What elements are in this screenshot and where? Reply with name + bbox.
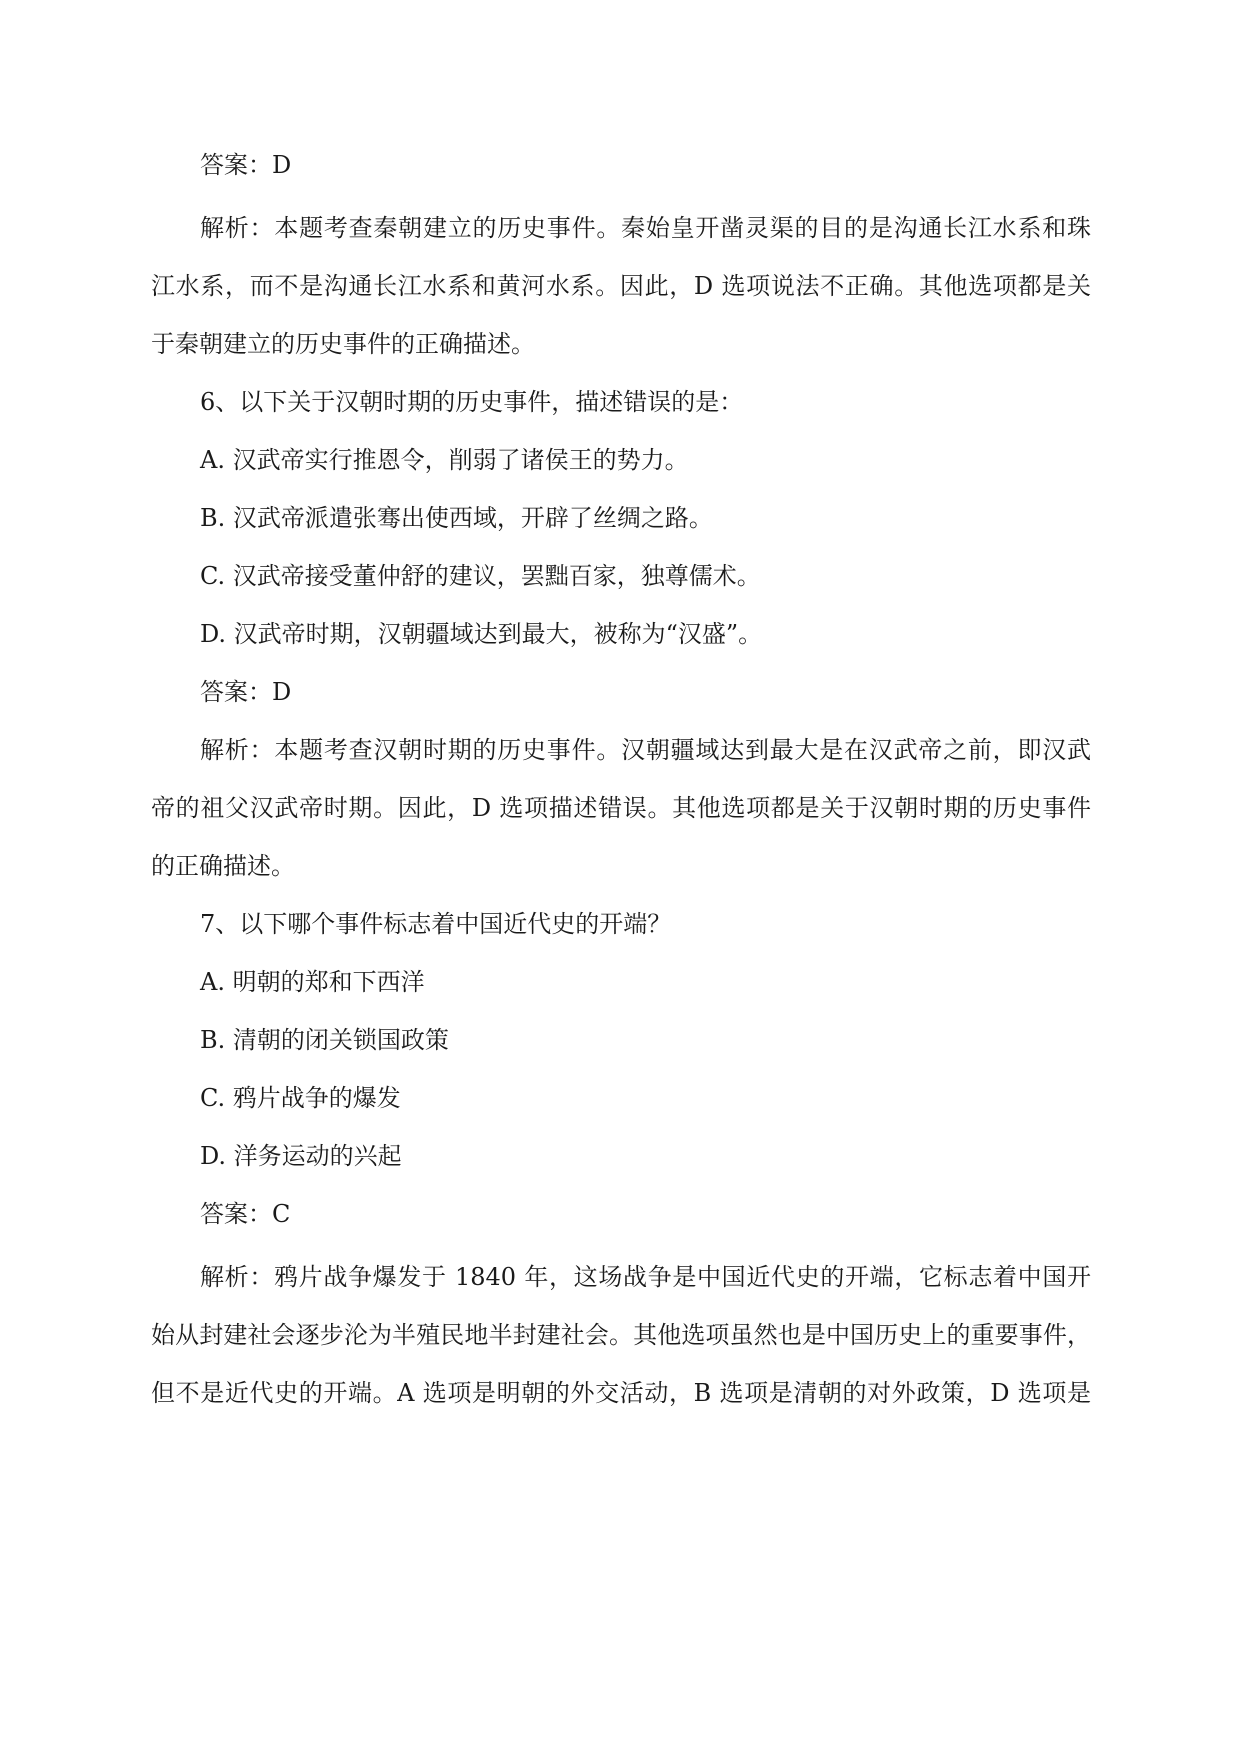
explanation-6-line-3: 的正确描述。 (151, 852, 295, 880)
explanation-6-line-1: 解析：本题考查汉朝时期的历史事件。汉朝疆域达到最大是在汉武帝之前，即汉武 (200, 736, 1091, 764)
question-7-option-c: C. 鸦片战争的爆发 (200, 1084, 401, 1112)
question-7: 7、以下哪个事件标志着中国近代史的开端？ (200, 910, 672, 938)
question-6: 6、以下关于汉朝时期的历史事件，描述错误的是： (200, 388, 744, 416)
explanation-7-line-2: 始从封建社会逐步沦为半殖民地半封建社会。其他选项虽然也是中国历史上的重要事件， (151, 1321, 1091, 1349)
answer-6: 答案：D (200, 678, 292, 706)
explanation-7-line-1: 解析：鸦片战争爆发于 1840 年，这场战争是中国近代史的开端，它标志着中国开 (200, 1263, 1091, 1291)
answer-7: 答案：C (200, 1200, 291, 1228)
question-7-option-b: B. 清朝的闭关锁国政策 (200, 1026, 449, 1054)
question-6-option-d: D. 汉武帝时期，汉朝疆域达到最大，被称为“汉盛”。 (200, 620, 763, 648)
explanation-5-line-1: 解析：本题考查秦朝建立的历史事件。秦始皇开凿灵渠的目的是沟通长江水系和珠 (200, 214, 1091, 242)
explanation-5-line-2: 江水系，而不是沟通长江水系和黄河水系。因此，D 选项说法不正确。其他选项都是关 (151, 272, 1091, 300)
explanation-7-line-3: 但不是近代史的开端。A 选项是明朝的外交活动，B 选项是清朝的对外政策，D 选项是 (151, 1379, 1091, 1407)
question-7-option-d: D. 洋务运动的兴起 (200, 1142, 402, 1170)
question-7-option-a: A. 明朝的郑和下西洋 (200, 968, 425, 996)
question-6-option-b: B. 汉武帝派遣张骞出使西域，开辟了丝绸之路。 (200, 504, 713, 532)
answer-5: 答案：D (200, 151, 292, 179)
question-6-option-a: A. 汉武帝实行推恩令，削弱了诸侯王的势力。 (200, 446, 689, 474)
question-6-option-c: C. 汉武帝接受董仲舒的建议，罢黜百家，独尊儒术。 (200, 562, 761, 590)
explanation-5-line-3: 于秦朝建立的历史事件的正确描述。 (151, 330, 535, 358)
explanation-6-line-2: 帝的祖父汉武帝时期。因此，D 选项描述错误。其他选项都是关于汉朝时期的历史事件 (151, 794, 1091, 822)
